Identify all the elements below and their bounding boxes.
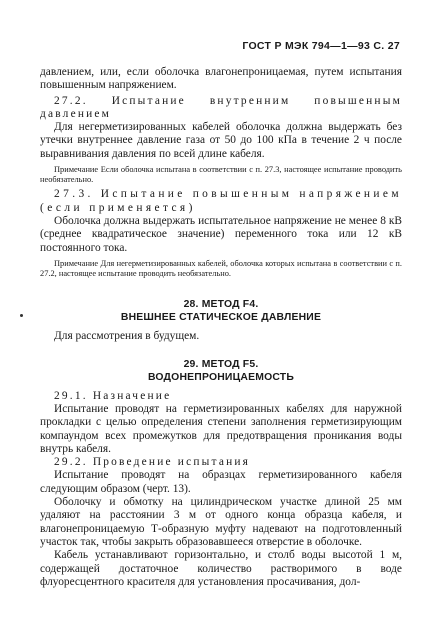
method-f5-title: ВОДОНЕПРОНИЦАЕМОСТЬ [147, 371, 295, 383]
paragraph-27-3: Оболочка должна выдержать испытательное напряжение не менее 8 кВ (среднее квадратическое значение) переменного тока или 12 кВ постоянного тока. [40, 215, 402, 254]
section-heading-27-2: 27.2. Испытание внутренним повышенным давлением [40, 94, 402, 120]
section-heading-29-1: 29.1. Назначение [54, 389, 172, 402]
paragraph-29-2-c: Кабель устанавливают горизонтально, и столб воды высотой 1 м, содержащей достаточное количество растворимого в воде флуоресцентного красителя для установления просачивания, дол- [40, 549, 402, 588]
method-f4-title: ВНЕШНЕЕ СТАТИЧЕСКОЕ ДАВЛЕНИЕ [120, 312, 322, 324]
paragraph-29-1: Испытание проводят на герметизированных кабелях для наружной прокладки с целью определения степени заполнения герметизирующим компаундом всех промежутков для предотвращения проникания воды внутрь кабеля. [40, 402, 402, 455]
page-header: ГОСТ Р МЭК 794—1—93 С. 27 [242, 40, 400, 52]
paragraph-27-2: Для негерметизированных кабелей оболочка должна выдержать без утечки внутреннее давление газа от 50 до 100 кПа в течение 2 ч после выравнивания давления по всей длине кабеля. [40, 121, 402, 160]
note-27-2: Примечание Если оболочка испытана в соответствии с п. 27.3, настоящее испытание проводить необязательно. [40, 165, 402, 185]
section-heading-29-2: 29.2. Проведение испытания [54, 456, 251, 469]
paragraph-method-f4: Для рассмотрения в будущем. [54, 330, 200, 343]
page-content [40, 66, 402, 589]
note-27-3: Примечание Для негерметизированных кабелей, оболочка которых испытана в соответствии с п. 27.2, настоящее испытание проводить необязательно. [40, 258, 402, 279]
paragraph-continuation: давлением, или, если оболочка влагонепроницаемая, путем испытания повышенным напряжением. [40, 66, 402, 92]
paragraph-29-2-b: Оболочку и обмотку на цилиндрическом участке длиной 25 мм удаляют на расстоянии 3 м от одного конца образца кабеля, и влагонепроницаемую Т-образную муфту надевают на подготовленный участок так, чтобы закрыть образовавшееся отверстие в оболочке. [40, 496, 402, 548]
method-f4-number: 28. МЕТОД F4. [183, 299, 259, 311]
margin-dot [20, 314, 23, 317]
method-f5-number: 29. МЕТОД F5. [183, 358, 259, 370]
section-heading-27-3: 27.3. Испытание повышенным напряжением (если применяется) [40, 188, 402, 214]
paragraph-29-2-a: Испытание проводят на образцах герметизированного кабеля следующим образом (черт. 13). [40, 469, 402, 495]
